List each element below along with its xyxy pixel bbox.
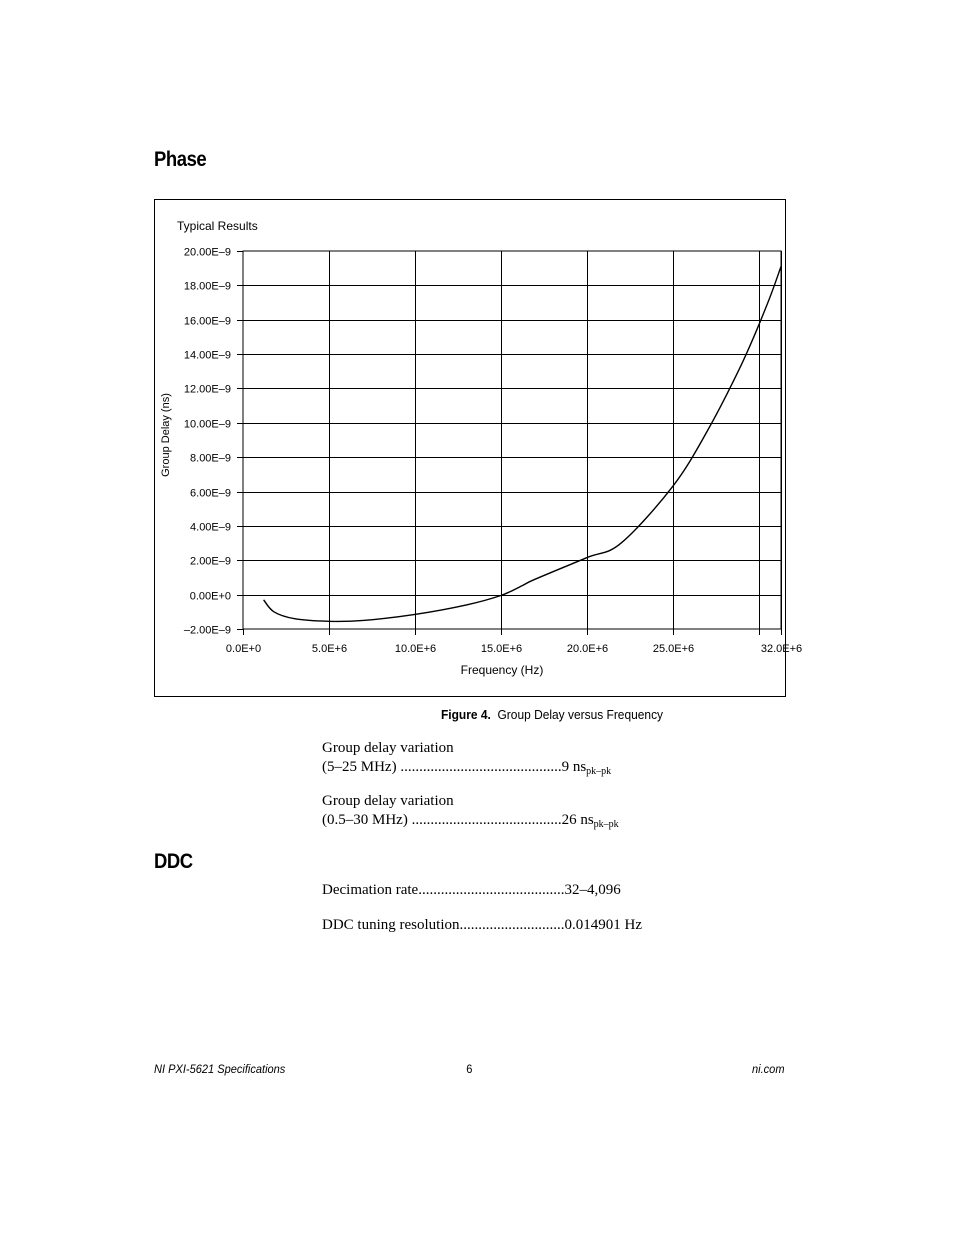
- chart-title: Typical Results: [177, 219, 258, 233]
- figure-caption: [441, 707, 663, 722]
- spec-value-subscript: pk–pk: [586, 766, 612, 777]
- x-tick-label: 15.0E+6: [480, 643, 523, 655]
- y-tick-label: 4.00E–9: [190, 521, 231, 534]
- spec-decimation-rate: Decimation rate.......................................32–4,096: [322, 882, 621, 898]
- plot-frame: [243, 251, 781, 629]
- spec-group-delay-0.5-30: [322, 792, 619, 834]
- spec-value: [322, 758, 611, 781]
- y-tick-label: 20.00E–9: [183, 246, 231, 259]
- section-title-phase: Phase: [154, 148, 207, 171]
- x-tick-label: 10.0E+6: [394, 643, 437, 655]
- footer-document-title: NI PXI-5621 Specifications: [154, 1062, 286, 1076]
- spec-group-delay-5-25: [322, 739, 611, 781]
- y-tick-label: 12.00E–9: [183, 383, 231, 396]
- x-tick-label: 20.0E+6: [566, 643, 609, 655]
- x-tick-label: 5.0E+6: [311, 643, 348, 655]
- y-tick-label: –2.00E–9: [183, 624, 231, 637]
- x-axis-label: Frequency (Hz): [460, 663, 544, 677]
- spec-value-text: (5–25 MHz) ...........................................9 ns: [322, 759, 587, 775]
- spec-value-subscript: pk–pk: [593, 819, 619, 830]
- y-tick-label: 2.00E–9: [190, 555, 231, 568]
- spec-label: Group delay variation: [322, 740, 454, 756]
- y-tick-label: 8.00E–9: [190, 452, 231, 465]
- figure-label: Figure 4.: [441, 707, 491, 722]
- spec-ddc-tuning-resolution: DDC tuning resolution............................0.014901 Hz: [322, 917, 642, 933]
- y-tick-label: 14.00E–9: [183, 349, 231, 362]
- section-title-ddc: DDC: [154, 850, 193, 873]
- y-tick-label: 6.00E–9: [190, 487, 231, 500]
- y-tick-label: 0.00E+0: [189, 590, 231, 603]
- spec-label: Group delay variation: [322, 793, 454, 809]
- figure-caption-text: Group Delay versus Frequency: [497, 707, 664, 722]
- spec-value: [322, 811, 619, 834]
- spec-value-text: (0.5–30 MHz) ........................................26 ns: [322, 812, 594, 828]
- footer-website: ni.com: [752, 1062, 785, 1076]
- series-line-group-delay: [264, 267, 781, 622]
- x-tick-label: 25.0E+6: [652, 643, 695, 655]
- y-tick-label: 16.00E–9: [183, 315, 231, 328]
- x-tick-label: 32.0E+6: [760, 643, 803, 655]
- y-tick-label: 10.00E–9: [183, 418, 231, 431]
- chart-svg: [155, 200, 803, 696]
- y-axis-label: Group Delay (ns): [160, 393, 172, 477]
- group-delay-chart: [154, 199, 803, 697]
- footer-page-number: 6: [466, 1062, 473, 1076]
- x-tick-label: 0.0E+0: [225, 643, 262, 655]
- y-tick-label: 18.00E–9: [183, 280, 231, 293]
